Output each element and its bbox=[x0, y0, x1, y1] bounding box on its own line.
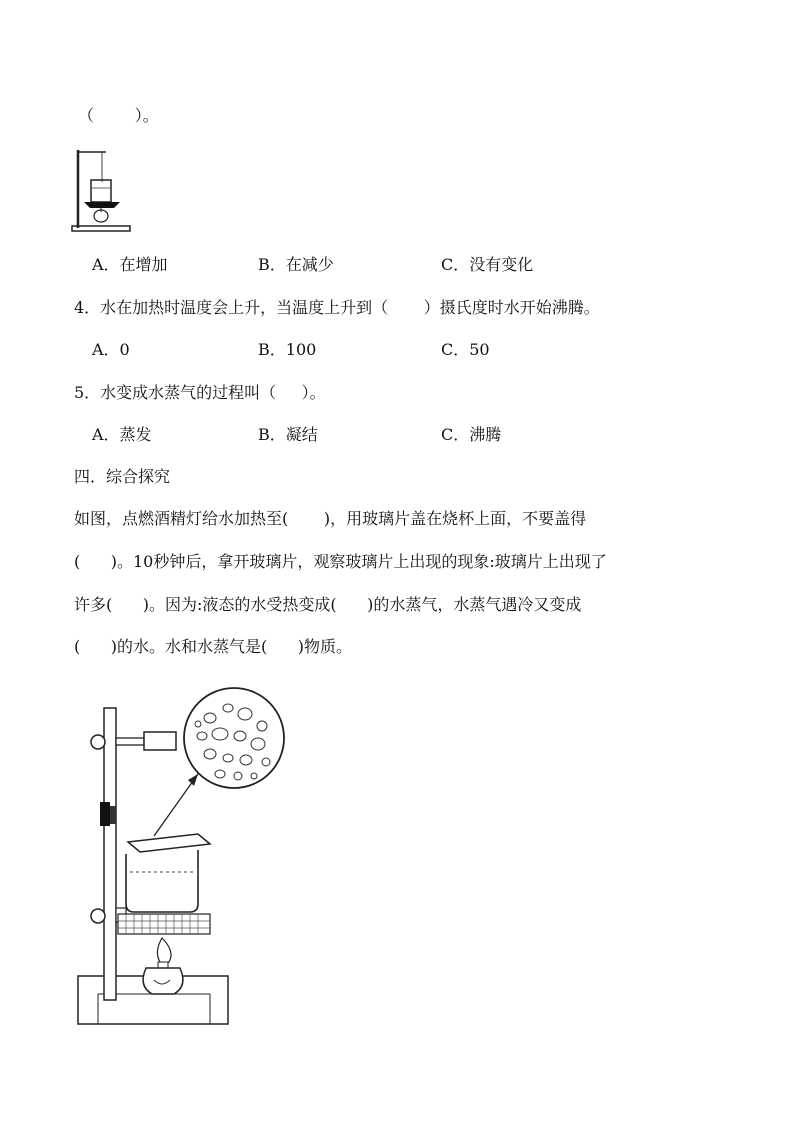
q3-option-a: A．在增加 bbox=[92, 255, 168, 274]
q5-stem: 5．水变成水蒸气的过程叫（ ）。 bbox=[74, 383, 326, 402]
q3-option-c: C．没有变化 bbox=[441, 255, 534, 274]
evaporation-experiment-figure bbox=[70, 676, 310, 1026]
q4-option-a: A．0 bbox=[92, 340, 130, 359]
q3-blank-line: （ ）。 bbox=[78, 106, 159, 125]
paragraph-line-2: ( )。10秒钟后，拿开玻璃片，观察玻璃片上出现的现象:玻璃片上出现了 bbox=[74, 552, 607, 571]
q4-option-c: C．50 bbox=[441, 340, 490, 359]
q4-option-b: B．100 bbox=[258, 340, 317, 359]
q5-option-a: A．蒸发 bbox=[92, 425, 152, 444]
q3-option-b: B．在减少 bbox=[258, 255, 334, 274]
small-heating-apparatus-figure bbox=[70, 146, 132, 234]
q4-stem: 4．水在加热时温度会上升，当温度上升到（ ）摄氏度时水开始沸腾。 bbox=[74, 298, 600, 317]
paragraph-line-4: ( )的水。水和水蒸气是( )物质。 bbox=[74, 637, 353, 656]
paragraph-line-1: 如图，点燃酒精灯给水加热至( )，用玻璃片盖在烧杯上面，不要盖得 bbox=[74, 509, 587, 528]
paragraph-line-3: 许多( )。因为:液态的水受热变成( )的水蒸气，水蒸气遇冷又变成 bbox=[74, 595, 582, 614]
q5-option-b: B．凝结 bbox=[258, 425, 318, 444]
section-heading: 四．综合探究 bbox=[74, 467, 171, 486]
q5-option-c: C．沸腾 bbox=[441, 425, 502, 444]
